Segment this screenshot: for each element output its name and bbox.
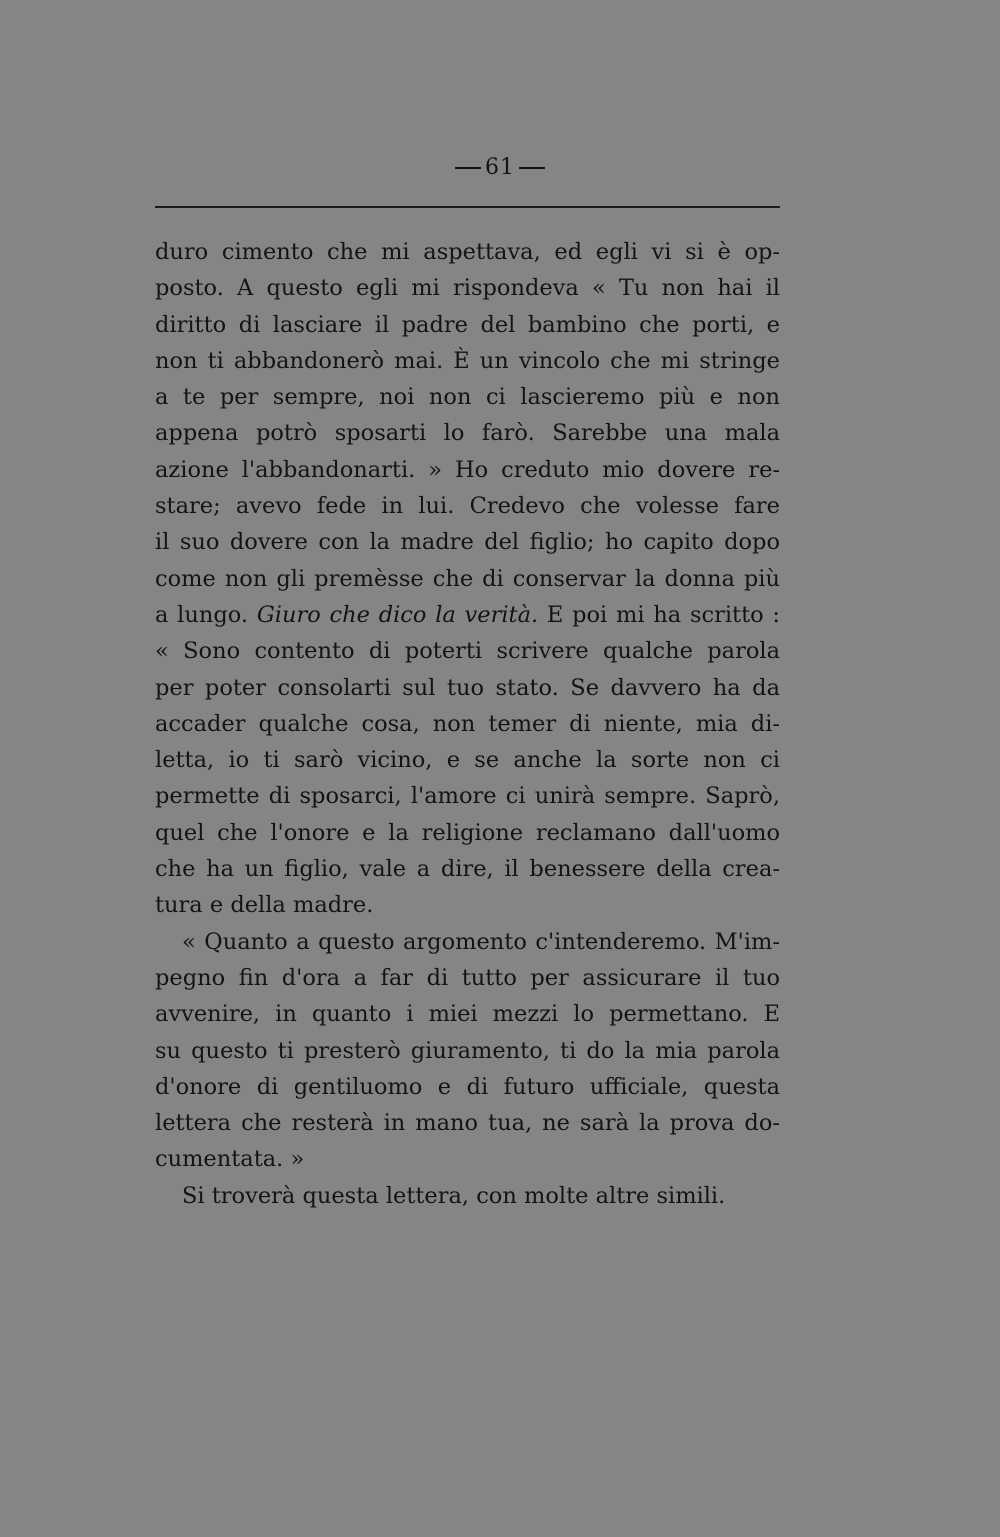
text-line: come non gli premèsse che di conservar la donna più [155, 565, 780, 592]
page-number-dash-right [519, 167, 545, 169]
text-line: « Sono contento di poterti scrivere qualche parola [155, 638, 780, 665]
text-line: tura e della madre. [155, 892, 374, 919]
text-line: accader qualche cosa, non temer di niente, mia di- [155, 710, 780, 737]
text-line: su questo ti presterò giuramento, ti do la mia parola [155, 1037, 780, 1064]
text-line: avvenire, in quanto i miei mezzi lo permettano. E [155, 1001, 780, 1028]
text-line: posto. A questo egli mi rispondeva « Tu non hai il [155, 275, 780, 302]
text-line: pegno fin d'ora a far di tutto per assicurare il tuo [155, 964, 780, 991]
text-line: lettera che resterà in mano tua, ne sarà la prova do- [155, 1110, 780, 1137]
text-line: non ti abbandonerò mai. È un vincolo che mi stringe [155, 347, 780, 374]
text-line-with-italic [155, 597, 780, 633]
text-line: d'onore di gentiluomo e di futuro ufficiale, questa [155, 1073, 780, 1100]
header-rule [155, 206, 780, 208]
text-line: appena potrò sposarti lo farò. Sarebbe una mala [155, 420, 780, 447]
text-line: permette di sposarci, l'amore ci unirà sempre. Saprò, [155, 783, 780, 810]
text-line: Si troverà questa lettera, con molte altre simili. [182, 1182, 726, 1209]
text-line: che ha un figlio, vale a dire, il benessere della crea- [155, 856, 780, 883]
text-line: per poter consolarti sul tuo stato. Se davvero ha da [155, 674, 780, 701]
line-segment: a lungo. [155, 601, 257, 628]
page-number [0, 155, 1000, 180]
text-line: letta, io ti sarò vicino, e se anche la sorte non ci [155, 747, 780, 774]
text-line: cumentata. » [155, 1146, 305, 1173]
page-number-dash-left [455, 167, 481, 169]
text-line: stare; avevo fede in lui. Credevo che volesse fare [155, 493, 780, 520]
body-text [155, 234, 780, 1214]
text-line: azione l'abbandonarti. » Ho creduto mio dovere re- [155, 456, 780, 483]
text-line: il suo dovere con la madre del figlio; ho capito dopo [155, 529, 780, 556]
text-line: duro cimento che mi aspettava, ed egli vi si è op- [155, 239, 780, 265]
italic-phrase: Giuro che dico la verità. [256, 601, 539, 628]
page-number-text: 61 [485, 155, 515, 180]
text-line: « Quanto a questo argomento c'intenderemo. M'im- [182, 928, 780, 955]
text-line: diritto di lasciare il padre del bambino che porti, e [155, 311, 780, 338]
line-segment: E poi mi ha scritto : [538, 601, 780, 628]
text-line: a te per sempre, noi non ci lascieremo più e non [155, 384, 780, 411]
text-line: quel che l'onore e la religione reclamano dall'uomo [155, 819, 780, 846]
